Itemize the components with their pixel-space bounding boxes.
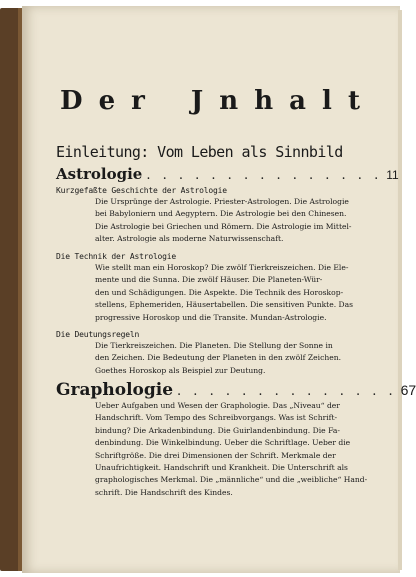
subsection-text [95,262,372,324]
text-line: den Zeichen. Die Bedeutung der Planeten in den zwölf Zeichen. [95,353,342,363]
page-number: 11 [386,168,399,182]
title-gap [161,86,175,116]
text-line: denbindung. Die Winkelbindung. Ueber die Schriftlage. Ueber die [95,438,351,448]
title-letter: J [190,86,204,116]
title-letter: l [322,86,332,116]
text-line: progressive Horoskop und die Transite. Mundan-Astrologie. [95,312,327,322]
text-line: Ueber Aufgaben und Wesen der Graphologie. Das „Niveau“ der [95,401,340,410]
section-title: Graphologie [56,380,174,400]
text-line: Wie stellt man ein Horoskop? Die zwölf Tierkreiszeichen. Die Ele- [95,263,349,272]
text-line: stellens, Ephemeriden, Häusertabellen. Die sensitiven Punkte. Das [95,300,354,310]
text-line: Goethes Horoskop als Beispiel zur Deutung. [95,365,266,375]
text-line: alter. Astrologie als moderne Naturwissenschaft. [95,234,284,244]
text-line: Unaufrichtigkeit. Handschrift und Krankheit. Die Unterschrift als [95,463,348,473]
section-graphologie [56,380,416,400]
text-line: Die Tierkreiszeichen. Die Planeten. Die Stellung der Sonne in [95,341,333,350]
section-text [95,400,372,499]
section-title: Astrologie [56,165,143,183]
page-number: 67 [400,382,416,398]
text-line: Die Ursprünge der Astrologie. Priester-Astrologen. Die Astrologie [95,197,349,206]
text-line: Handschrift. Vom Tempo des Schreibvorgangs. Was ist Schrift- [95,413,338,423]
text-line: Die Astrologie bei Griechen und Römern. Die Astrologie im Mittel- [95,221,352,231]
introduction-heading: Einleitung: Vom Leben als Sinnbild [56,143,343,161]
text-line: den und Schädigungen. Die Aspekte. Die Technik des Horoskop- [95,287,344,297]
leader-dots: . . . . . . . . . . . . . . [177,384,397,399]
title-letter: n [219,86,239,116]
text-line: mente und die Sunna. Die zwölf Häuser. Die Planeten-Wür- [95,275,323,285]
title-letter: a [289,86,306,116]
page-edge [398,10,402,570]
title-letter: D [60,86,83,116]
title-letter: h [254,86,274,116]
leader-dots: . . . . . . . . . . . . . . . [146,168,383,183]
text-line: Schriftgröße. Die drei Dimensionen der Schrift. Merkmale der [95,450,336,460]
text-line: bindung? Die Arkadenbindung. Die Guirlandenbindung. Die Fa- [95,425,340,435]
text-line: schrift. Die Handschrift des Kindes. [95,487,233,497]
title-letter: t [347,86,360,116]
text-line: graphologisches Merkmal. Die „männliche“ und die „weibliche“ Hand- [95,475,368,485]
subsection-title: Die Deutungsregeln [56,330,140,339]
section-astrologie [56,165,399,183]
subsection-text [95,340,372,377]
subsection-title: Die Technik der Astrologie [56,252,177,261]
title-letter: e [98,86,116,116]
subsection-title: Kurzgefaßte Geschichte der Astrologie [56,186,227,195]
page-title [60,86,360,116]
text-line: bei Babyloniern und Aegyptern. Die Astrologie bei den Chinesen. [95,209,347,219]
subsection-text [95,196,372,246]
title-letter: r [131,86,145,116]
